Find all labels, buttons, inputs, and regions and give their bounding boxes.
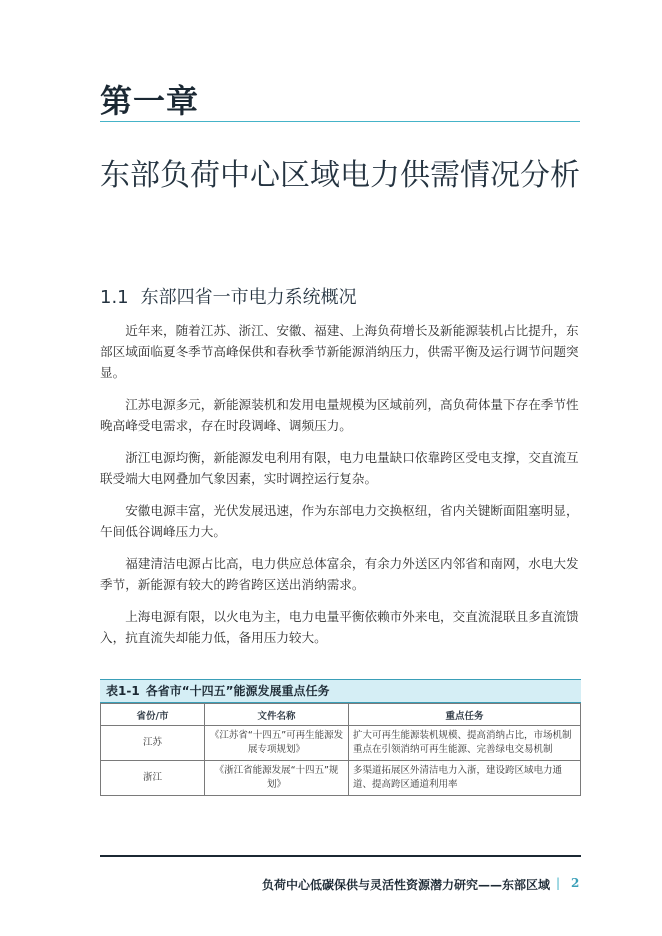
table-row bbox=[101, 726, 581, 761]
page-number: 2 bbox=[571, 876, 580, 890]
cell-tasks: 扩大可再生能源装机规模、提高消纳占比，市场机制重点在引领消纳可再生能源、完善绿电交易机制 bbox=[349, 726, 581, 761]
table bbox=[100, 703, 581, 796]
paragraph: 福建清洁电源占比高，电力供应总体富余，有余力外送区内邻省和南网，水电大发季节，新能源有较大的跨省跨区送出消纳需求。 bbox=[100, 556, 579, 592]
footer-divider bbox=[100, 855, 581, 857]
paragraph: 安徽电源丰富，光伏发展迅速，作为东部电力交换枢纽，省内关键断面阻塞明显，午间低谷调峰压力大。 bbox=[100, 503, 579, 539]
column-header-tasks: 重点任务 bbox=[349, 704, 581, 726]
column-header-province: 省份/市 bbox=[101, 704, 205, 726]
cell-province: 浙江 bbox=[101, 761, 205, 796]
footer-title: 负荷中心低碳保供与灵活性资源潜力研究——东部区域 bbox=[261, 878, 550, 892]
section-heading bbox=[100, 283, 357, 309]
table-number: 表1-1 bbox=[106, 684, 140, 698]
table-header-row bbox=[101, 704, 581, 726]
cell-tasks: 多渠道拓展区外清洁电力入浙，建设跨区域电力通道、提高跨区通道利用率 bbox=[349, 761, 581, 796]
paragraph: 上海电源有限，以火电为主，电力电量平衡依赖市外来电，交直流混联且多直流馈入，抗直流失却能力低，备用压力较大。 bbox=[100, 609, 579, 645]
chapter-label: 第一章 bbox=[100, 82, 200, 120]
table-row bbox=[101, 761, 581, 796]
energy-tasks-table bbox=[100, 679, 581, 796]
paragraph: 近年来，随着江苏、浙江、安徽、福建、上海负荷增长及新能源装机占比提升，东部区域面临夏冬季节高峰保供和春秋季节新能源消纳压力，供需平衡及运行调节问题突显。 bbox=[100, 323, 579, 380]
section-title: 东部四省一市电力系统概况 bbox=[140, 287, 357, 308]
cell-document: 《江苏省“十四五”可再生能源发展专项规划》 bbox=[205, 726, 349, 761]
chapter-divider bbox=[100, 121, 580, 122]
chapter-title: 东部负荷中心区域电力供需情况分析 bbox=[100, 158, 580, 193]
paragraph: 江苏电源多元，新能源装机和发用电量规模为区域前列，高负荷体量下存在季节性晚高峰受电需求，存在时段调峰、调频压力。 bbox=[100, 397, 579, 433]
column-header-document: 文件名称 bbox=[205, 704, 349, 726]
paragraph: 浙江电源均衡，新能源发电利用有限，电力电量缺口依靠跨区受电支撑，交直流互联受端大电网叠加气象因素，实时调控运行复杂。 bbox=[100, 450, 579, 486]
cell-province: 江苏 bbox=[101, 726, 205, 761]
section-number: 1.1 bbox=[100, 287, 129, 308]
table-caption bbox=[100, 679, 581, 703]
cell-document: 《浙江省能源发展“十四五”规划》 bbox=[205, 761, 349, 796]
body-text bbox=[100, 320, 582, 659]
footer-separator: | bbox=[556, 876, 561, 890]
table-caption-text: 各省市“十四五”能源发展重点任务 bbox=[145, 684, 330, 698]
